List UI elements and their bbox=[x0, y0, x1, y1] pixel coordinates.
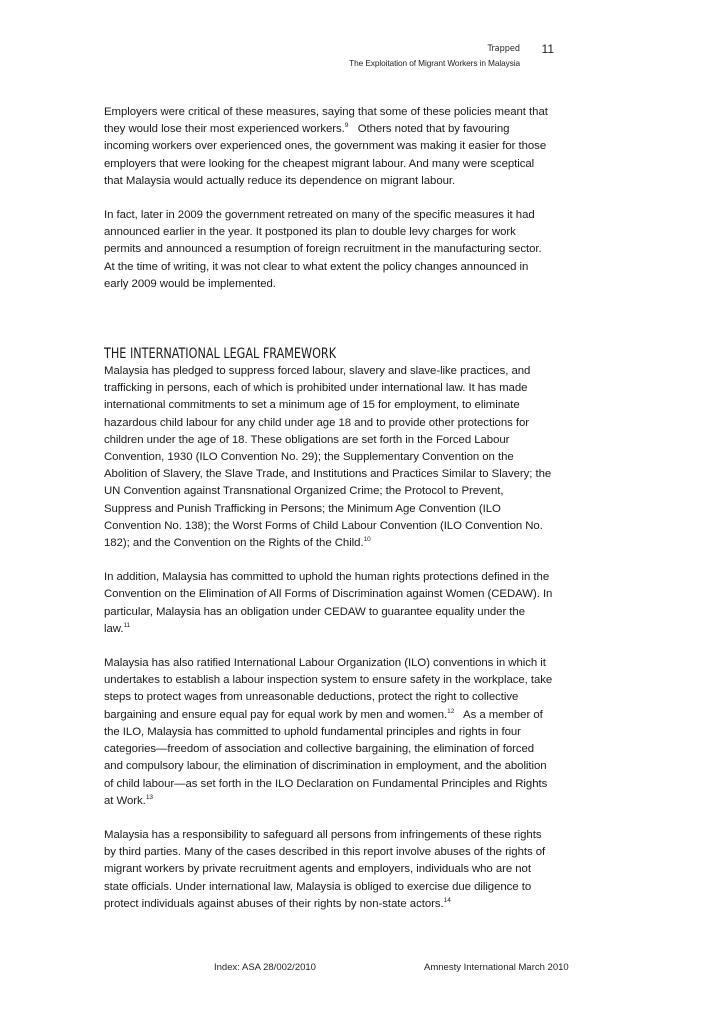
paragraph bbox=[104, 655, 554, 810]
footer-publisher: Amnesty International March 2010 bbox=[424, 962, 569, 973]
section-heading: THE INTERNATIONAL LEGAL FRAMEWORK bbox=[104, 346, 337, 363]
paragraph bbox=[104, 104, 554, 190]
footer-index: Index: ASA 28/002/2010 bbox=[214, 962, 316, 973]
paragraph-text: Others noted that by favouring incoming workers over experienced ones, the government was making it easier for those employers that were looking for the cheapest migrant labour. And many were sceptical that Malaysia would actually reduce its dependence on migrant labour. bbox=[104, 123, 550, 187]
paragraph-text: Malaysia has also ratified International Labour Organization (ILO) conventions in which it undertakes to establish a labour inspection system to ensure safety in the workplace, take steps to protect wages from unreasonable deductions, protect the right to collective bargaining and ensure equal pay for equal work by men and women. bbox=[104, 657, 553, 721]
paragraph-text: Malaysia has a responsibility to safeguard all persons from infringements of these rights by third parties. Many of the cases described in this report involve abuses of the rights of migrant workers by private recruitment agents and employers, individuals who are not state officials. Under international law, Malaysia is obliged to exercise due diligence to protect individuals against abuses of their rights by non-state actors. bbox=[104, 828, 546, 910]
footnote-ref[interactable]: 11 bbox=[123, 622, 131, 630]
header-title: Trapped bbox=[487, 44, 520, 54]
paragraph-text: Employers were critical of these measures, saying that some of these policies meant that they would lose their most experienced workers. bbox=[104, 106, 548, 136]
footnote-ref[interactable]: 10 bbox=[363, 536, 371, 544]
paragraph-text: As a member of the ILO, Malaysia has committed to uphold fundamental principles and rights in four categories—freedom of association and collective bargaining, the elimination of forced and compulsory labour, the elimination of discrimination in employment, and the abolition of child labour—as set forth in the ILO Declaration on Fundamental Principles and Rights at Work. bbox=[104, 708, 551, 807]
paragraph-text: In addition, Malaysia has committed to uphold the human rights protections defined in the Convention on the Elimination of All Forms of Discrimination against Women (CEDAW). In particular, Malaysia has an obligation under CEDAW to guarantee equality under the law. bbox=[104, 571, 553, 635]
page-number: 11 bbox=[541, 42, 554, 56]
footnote-ref[interactable]: 9 bbox=[344, 122, 349, 130]
paragraph bbox=[104, 363, 554, 552]
header-subtitle: The Exploitation of Migrant Workers in Malaysia bbox=[349, 58, 520, 68]
footnote-ref[interactable]: 14 bbox=[443, 896, 451, 904]
paragraph bbox=[104, 569, 554, 638]
paragraph bbox=[104, 827, 554, 913]
paragraph-text: Malaysia has pledged to suppress forced labour, slavery and slave-like practices, and trafficking in persons, each of which is prohibited under international law. It has made international commitments to set a minimum age of 15 for employment, to eliminate hazardous child labour for any child under age 18 and to provide other protections for children under the age of 18. These obligations are set forth in the Forced Labour Convention, 1930 (ILO Convention No. 29); the Supplementary Convention on the Abolition of Slavery, the Slave Trade, and Institutions and Practices Similar to Slavery; the UN Convention against Transnational Organized Crime; the Protocol to Prevent, Suppress and Punish Trafficking in Persons; the Minimum Age Convention (ILO Convention No. 138); the Worst Forms of Child Labour Convention (ILO Convention No. 182); and the Convention on the Rights of the Child. bbox=[104, 365, 552, 550]
footnote-ref[interactable]: 13 bbox=[145, 793, 153, 801]
paragraph-text: In fact, later in 2009 the government retreated on many of the specific measures it had announced earlier in the year. It postponed its plan to double levy charges for work permits and announced a resumption of foreign recruitment in the manufacturing sector. At the time of writing, it was not clear to what extent the policy changes announced in early 2009 would be implemented. bbox=[104, 209, 542, 290]
page-body bbox=[104, 104, 554, 913]
paragraph bbox=[104, 207, 554, 293]
footnote-ref[interactable]: 12 bbox=[447, 707, 455, 715]
